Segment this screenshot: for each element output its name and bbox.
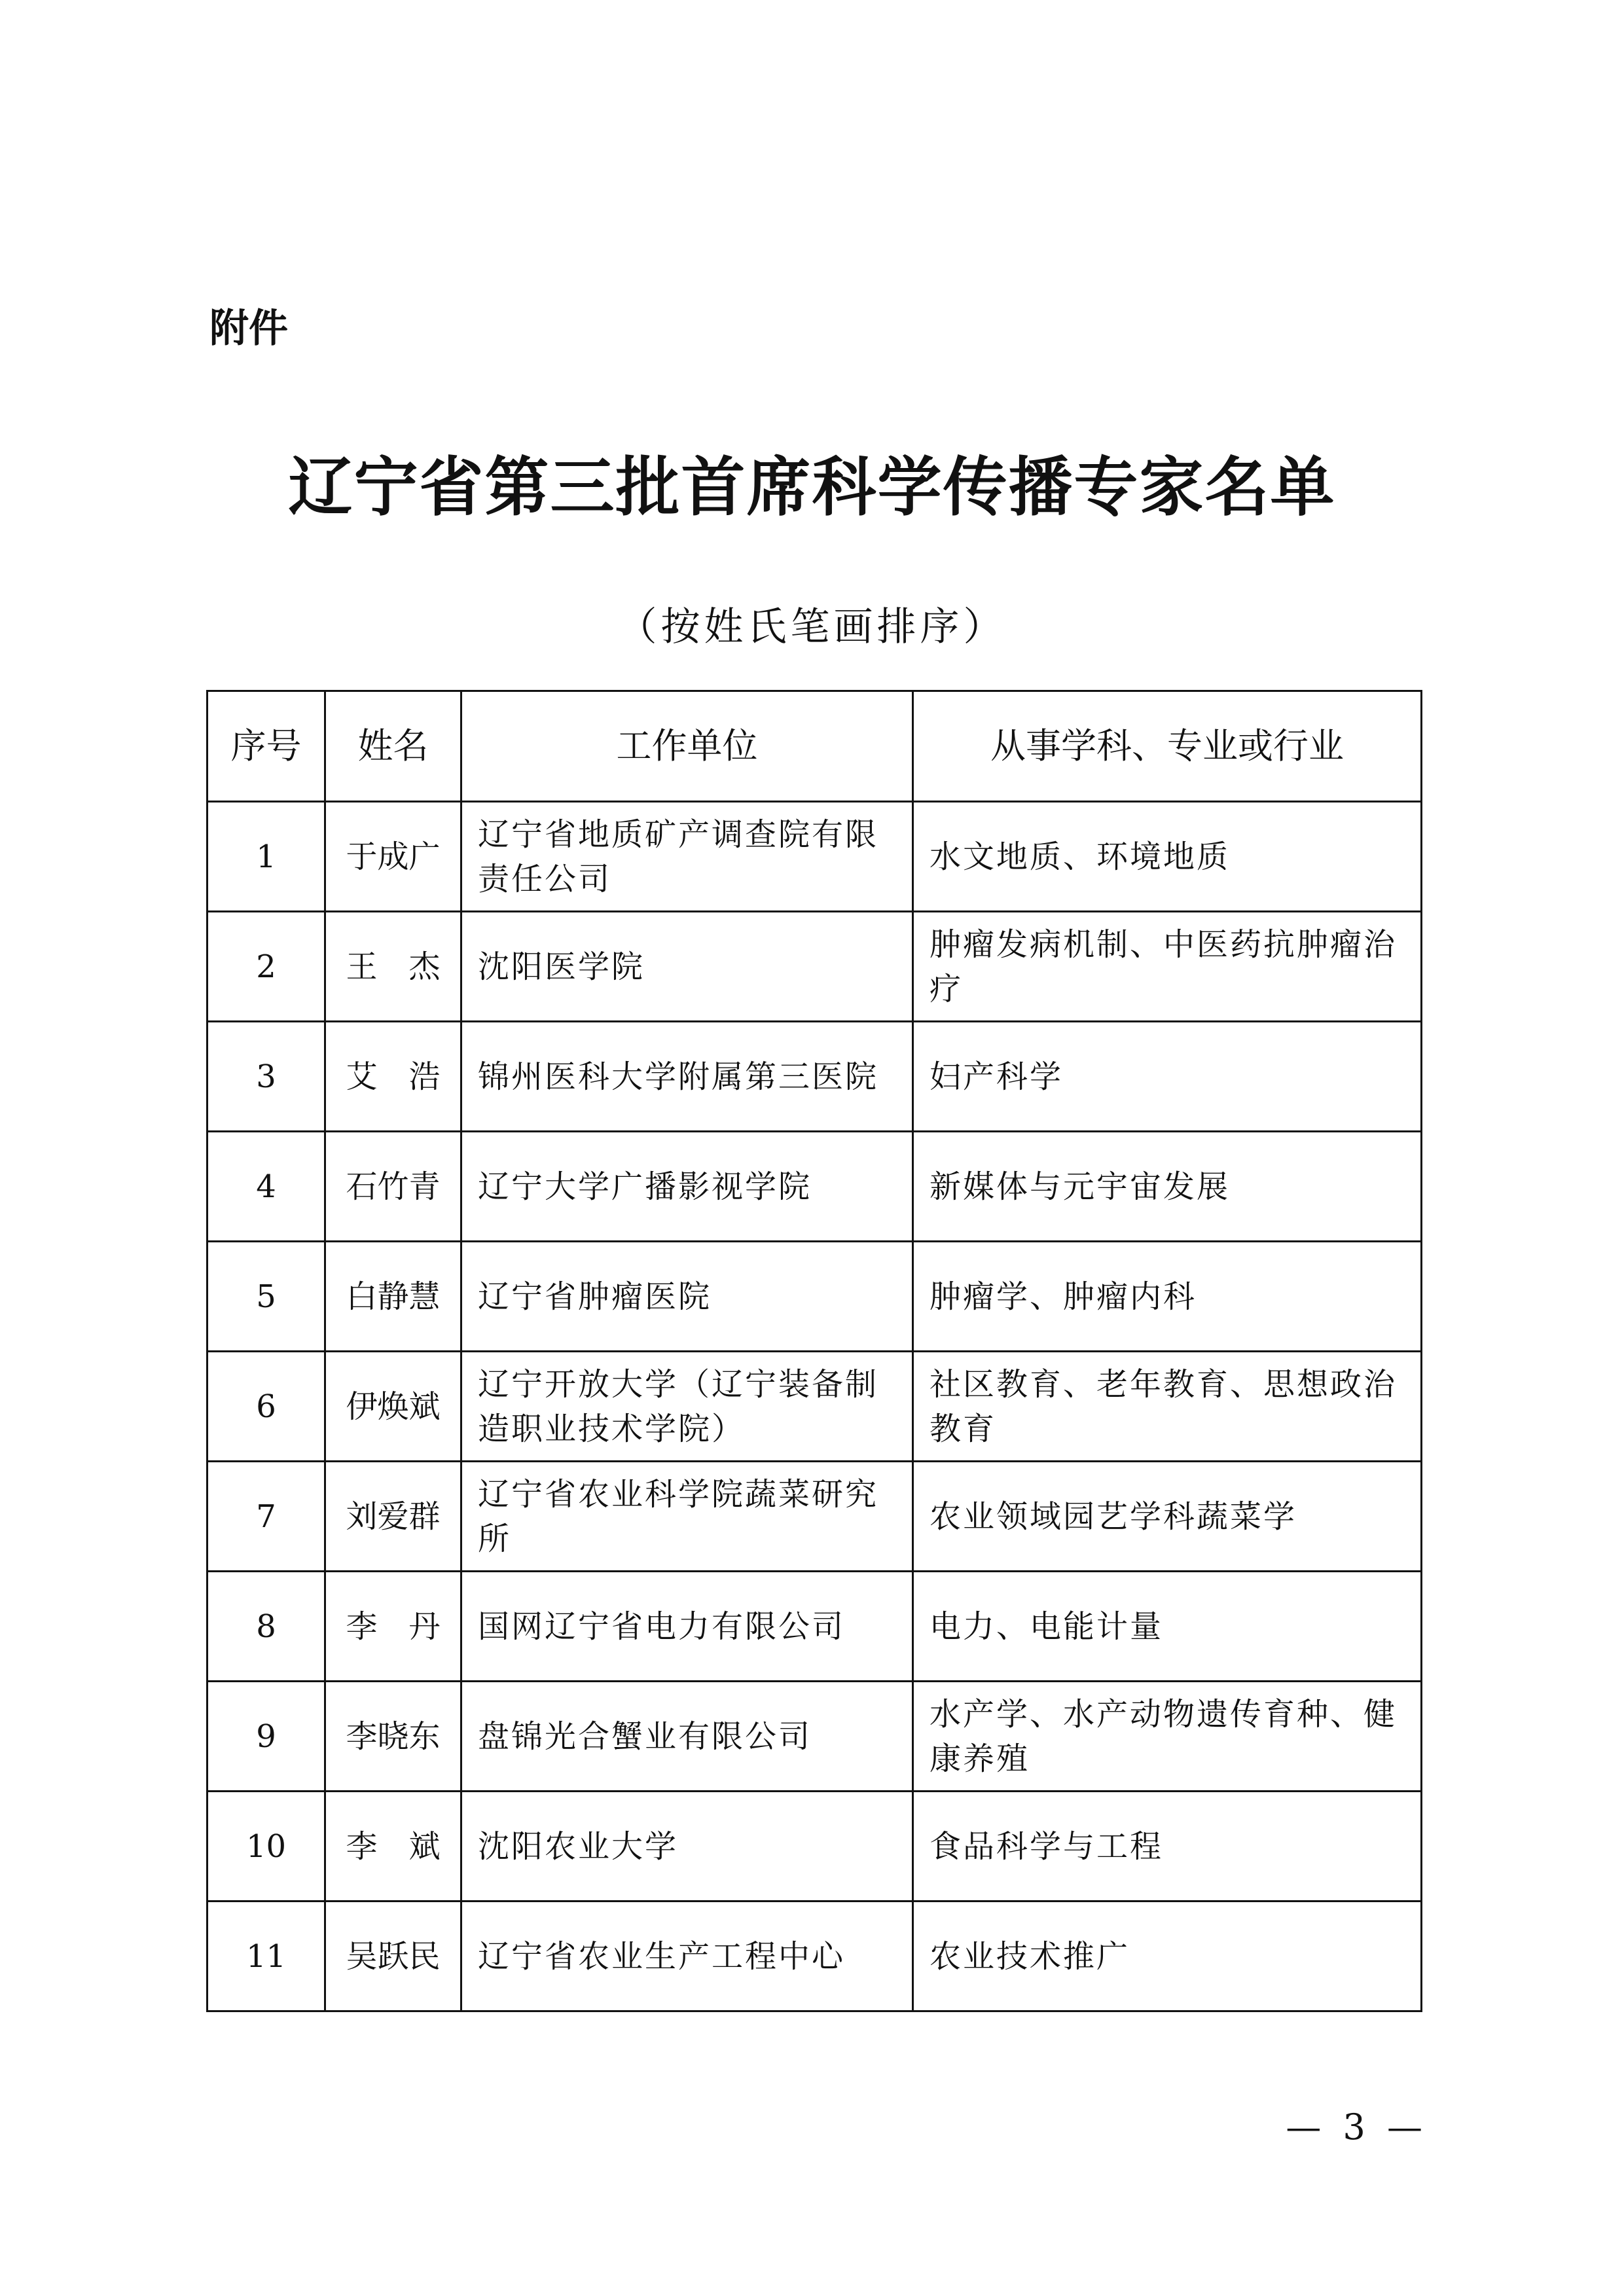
table-row [208, 1901, 1422, 2011]
work-unit: 辽宁省农业科学院蔬菜研究所 [461, 1462, 913, 1572]
field-of-work: 食品科学与工程 [913, 1792, 1422, 1901]
work-unit: 沈阳医学院 [461, 912, 913, 1022]
row-number: 1 [208, 802, 325, 912]
table-row [208, 1242, 1422, 1352]
expert-name: 李晓东 [325, 1682, 461, 1792]
row-number: 5 [208, 1242, 325, 1352]
table-row [208, 1132, 1422, 1242]
expert-name: 于成广 [325, 802, 461, 912]
row-number: 11 [208, 1901, 325, 2011]
field-of-work: 水产学、水产动物遗传育种、健康养殖 [913, 1682, 1422, 1792]
table-row [208, 1462, 1422, 1572]
expert-list-table [206, 690, 1422, 2012]
expert-name: 白静慧 [325, 1242, 461, 1352]
field-of-work: 妇产科学 [913, 1022, 1422, 1132]
header-number: 序号 [208, 691, 325, 802]
work-unit: 国网辽宁省电力有限公司 [461, 1572, 913, 1682]
work-unit: 辽宁省肿瘤医院 [461, 1242, 913, 1352]
field-of-work: 新媒体与元宇宙发展 [913, 1132, 1422, 1242]
expert-name: 李 丹 [325, 1572, 461, 1682]
table-row [208, 1792, 1422, 1901]
field-of-work: 肿瘤发病机制、中医药抗肿瘤治疗 [913, 912, 1422, 1022]
expert-name: 刘爱群 [325, 1462, 461, 1572]
row-number: 10 [208, 1792, 325, 1901]
work-unit: 盘锦光合蟹业有限公司 [461, 1682, 913, 1792]
field-of-work: 肿瘤学、肿瘤内科 [913, 1242, 1422, 1352]
work-unit: 锦州医科大学附属第三医院 [461, 1022, 913, 1132]
row-number: 7 [208, 1462, 325, 1572]
table-row [208, 802, 1422, 912]
row-number: 9 [208, 1682, 325, 1792]
document-subtitle: （按姓氏笔画排序） [617, 604, 1007, 650]
attachment-label: 附件 [209, 306, 288, 351]
expert-name: 艾 浩 [325, 1022, 461, 1132]
field-of-work: 农业技术推广 [913, 1901, 1422, 2011]
table-row [208, 1572, 1422, 1682]
row-number: 8 [208, 1572, 325, 1682]
work-unit: 沈阳农业大学 [461, 1792, 913, 1901]
expert-name: 李 斌 [325, 1792, 461, 1901]
table-header-row [208, 691, 1422, 802]
table-row [208, 1352, 1422, 1462]
work-unit: 辽宁省农业生产工程中心 [461, 1901, 913, 2011]
row-number: 3 [208, 1022, 325, 1132]
field-of-work: 水文地质、环境地质 [913, 802, 1422, 912]
header-field: 从事学科、专业或行业 [913, 691, 1422, 802]
document-title: 辽宁省第三批首席科学传播专家名单 [288, 450, 1336, 525]
expert-name: 吴跃民 [325, 1901, 461, 2011]
row-number: 2 [208, 912, 325, 1022]
work-unit: 辽宁省地质矿产调查院有限责任公司 [461, 802, 913, 912]
header-work-unit: 工作单位 [461, 691, 913, 802]
table-row [208, 912, 1422, 1022]
page-number: — 3 — [1286, 2106, 1428, 2148]
work-unit: 辽宁大学广播影视学院 [461, 1132, 913, 1242]
expert-name: 王 杰 [325, 912, 461, 1022]
field-of-work: 社区教育、老年教育、思想政治教育 [913, 1352, 1422, 1462]
expert-name: 伊焕斌 [325, 1352, 461, 1462]
row-number: 6 [208, 1352, 325, 1462]
work-unit: 辽宁开放大学（辽宁装备制造职业技术学院） [461, 1352, 913, 1462]
row-number: 4 [208, 1132, 325, 1242]
header-name: 姓名 [325, 691, 461, 802]
table-row [208, 1682, 1422, 1792]
expert-name: 石竹青 [325, 1132, 461, 1242]
field-of-work: 农业领域园艺学科蔬菜学 [913, 1462, 1422, 1572]
field-of-work: 电力、电能计量 [913, 1572, 1422, 1682]
table-row [208, 1022, 1422, 1132]
